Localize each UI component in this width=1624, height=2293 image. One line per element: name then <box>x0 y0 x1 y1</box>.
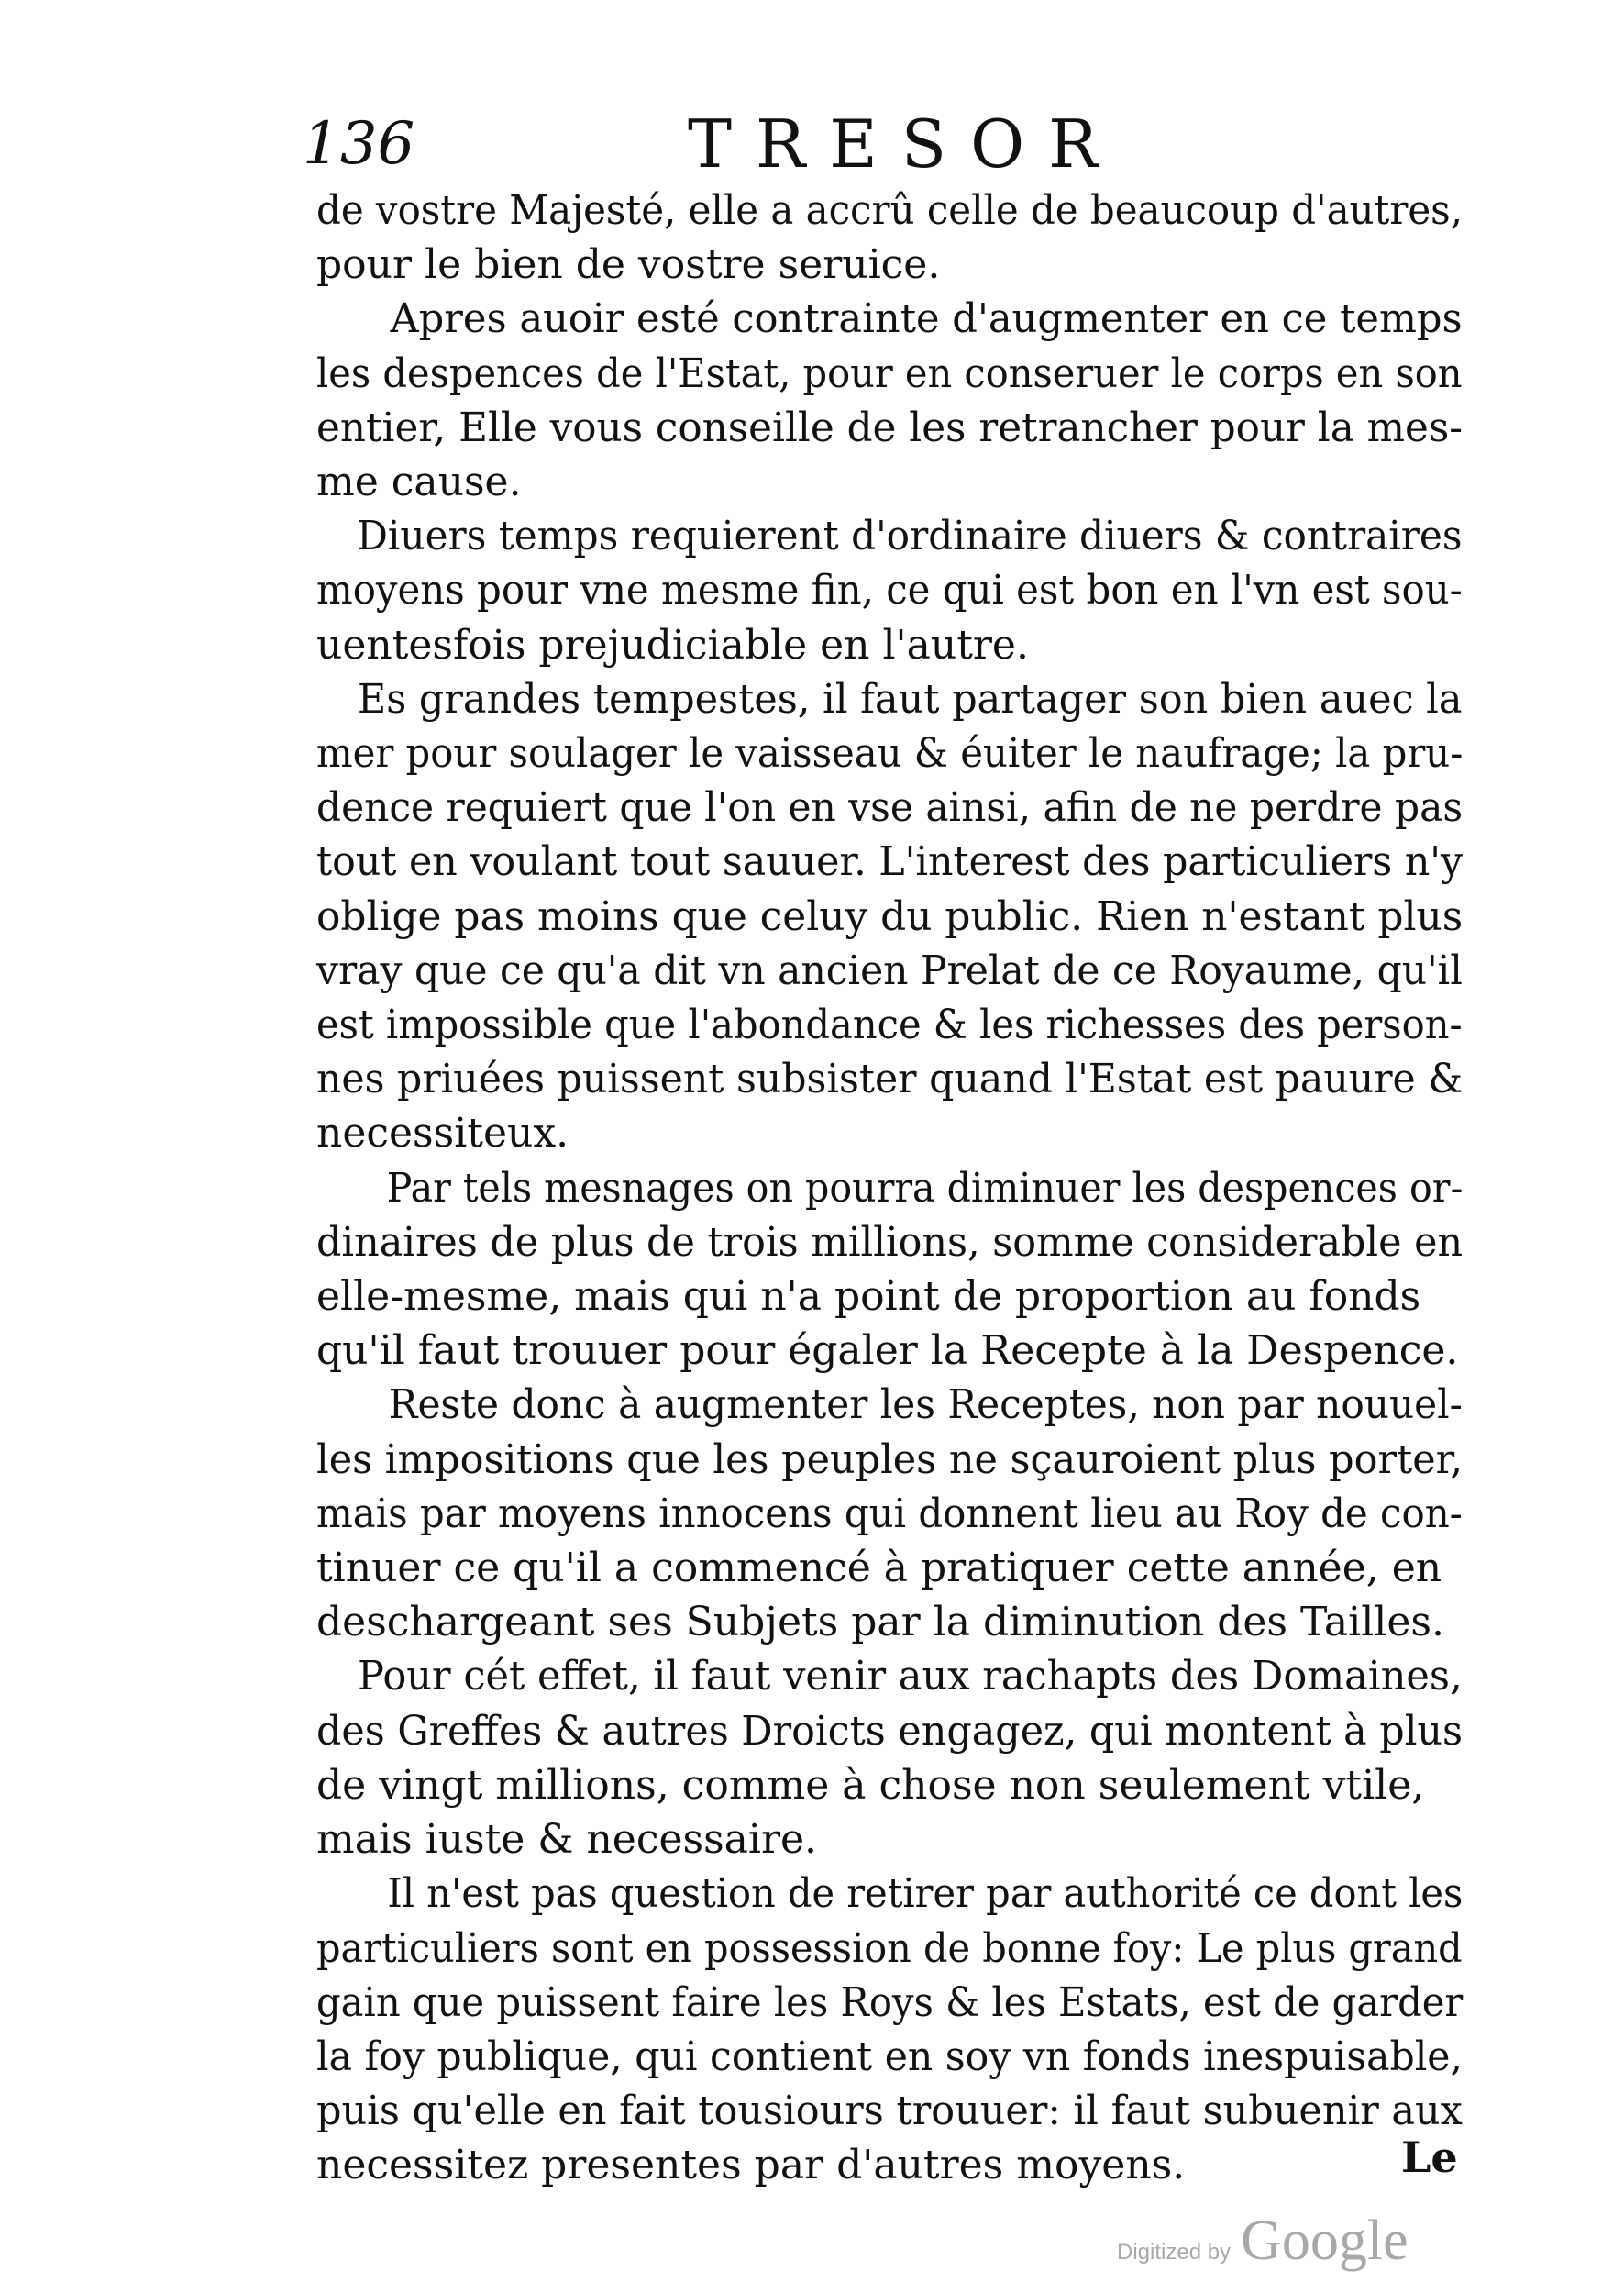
text-line: la foy publique, qui contient en soy vn fonds inespuisable, <box>316 2033 1464 2080</box>
text-line: me cause. <box>316 459 522 506</box>
text-line: de vingt millions, comme à chose non seulement vtile, <box>316 1761 1425 1809</box>
watermark-prefix: Digitized by <box>1117 2240 1232 2265</box>
text-line: Il n'est pas question de retirer par authorité ce dont les <box>387 1870 1464 1918</box>
text-line: des Greffes & autres Droicts engagez, qui montent à plus <box>316 1707 1463 1755</box>
body-text <box>316 183 1463 2193</box>
text-line: entier, Elle vous conseille de les retrancher pour la mes- <box>316 404 1464 451</box>
text-line: puis qu'elle en fait tousiours trouuer: il faut subuenir aux <box>316 2088 1463 2135</box>
text-line: Apres auoir esté contrainte d'augmenter en ce temps <box>390 295 1463 343</box>
page-number: 136 <box>303 110 415 178</box>
text-line: nes priuées puissent subsister quand l'Estat est pauure & <box>316 1056 1464 1103</box>
text-line: mer pour soulager le vaisseau & éuiter le naufrage; la pru- <box>316 730 1464 778</box>
text-line: Par tels mesnages on pourra diminuer les despences or- <box>386 1164 1464 1212</box>
text-line: les despences de l'Estat, pour en conseruer le corps en son <box>316 349 1463 397</box>
text-line: dence requiert que l'on en vse ainsi, afin de ne perdre pas <box>316 784 1464 832</box>
running-title: TRESOR <box>688 105 1122 183</box>
text-line: Diuers temps requierent d'ordinaire diuers & contraires <box>357 513 1463 560</box>
watermark-brand-logo: Google <box>1241 2210 1409 2272</box>
digitization-watermark <box>1117 2209 1409 2273</box>
text-line: moyens pour vne mesme fin, ce qui est bon en l'vn est sou- <box>316 567 1463 615</box>
text-line: gain que puissent faire les Roys & les Estats, est de garder <box>316 1978 1464 2026</box>
text-line: les impositions que les peuples ne sçauroient plus porter, <box>316 1435 1464 1483</box>
text-line: particuliers sont en possession de bonne foy: Le plus grand <box>316 1924 1463 1972</box>
text-line: est impossible que l'abondance & les richesses des person- <box>316 1002 1463 1049</box>
text-line: tout en voulant tout sauuer. L'interest des particuliers n'y <box>316 838 1464 886</box>
text-line: elle-mesme, mais qui n'a point de proportion au fonds <box>316 1273 1421 1321</box>
text-line: dinaires de plus de trois millions, somme considerable en <box>316 1218 1464 1266</box>
catchword: Le <box>1401 2132 1458 2182</box>
text-line: vray que ce qu'a dit vn ancien Prelat de ce Royaume, qu'il <box>316 947 1463 994</box>
text-line: tinuer ce qu'il a commencé à pratiquer cette année, en <box>316 1545 1442 1592</box>
text-line: Es grandes tempestes, il faut partager son bien auec la <box>357 675 1463 723</box>
text-line: de vostre Majesté, elle a accrû celle de beaucoup d'autres, <box>316 187 1463 234</box>
text-line: Reste donc à augmenter les Receptes, non par nouuel- <box>388 1381 1463 1429</box>
text-line: necessiteux. <box>316 1110 569 1158</box>
text-line: necessitez presentes par d'autres moyens. <box>316 2142 1186 2189</box>
text-line: qu'il faut trouuer pour égaler la Recepte à la Despence. <box>316 1327 1459 1375</box>
text-line: mais par moyens innocens qui donnent lieu au Roy de con- <box>316 1490 1463 1537</box>
text-line: pour le bien de vostre seruice. <box>316 241 941 289</box>
text-line: uentesfois prejudiciable en l'autre. <box>316 621 1029 669</box>
text-line: Pour cét effet, il faut venir aux rachapts des Domaines, <box>358 1653 1463 1700</box>
text-line: mais iuste & necessaire. <box>316 1816 818 1864</box>
page-header <box>303 103 1458 185</box>
text-line: oblige pas moins que celuy du public. Rien n'estant plus <box>316 892 1464 940</box>
text-line: deschargeant ses Subjets par la diminution des Tailles. <box>316 1599 1444 1646</box>
